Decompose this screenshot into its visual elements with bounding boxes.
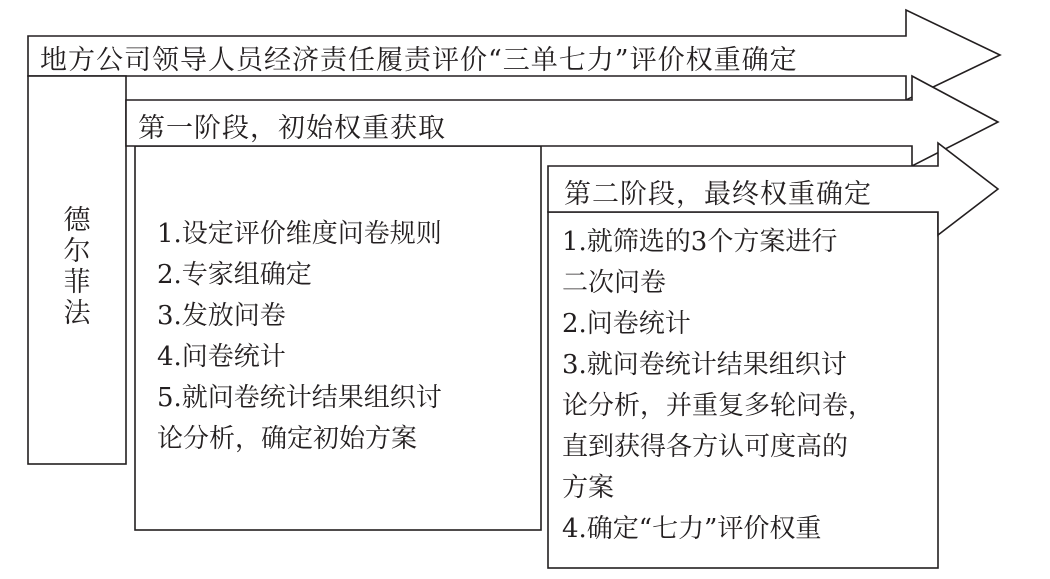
list-item: 2.专家组确定 (157, 260, 312, 290)
list-item: 方案 (562, 473, 615, 503)
header-arrow-label: 地方公司领导人员经济责任履责评价“三单七力”评价权重确定 (40, 45, 798, 76)
stage1-steps (157, 214, 442, 460)
stage1-label: 第一阶段，初始权重获取 (138, 113, 446, 144)
stage2-label: 第二阶段，最终权重确定 (564, 179, 872, 210)
list-item: 直到获得各方认可度高的 (562, 432, 849, 462)
list-item: 论分析，确定初始方案 (157, 424, 418, 454)
list-item: 4.问卷统计 (157, 342, 286, 372)
list-item: 1.就筛选的3个方案进行 (562, 227, 838, 257)
list-item: 1.设定评价维度问卷规则 (157, 219, 442, 249)
list-item: 3.发放问卷 (157, 301, 286, 331)
method-char: 菲 (63, 267, 91, 298)
list-item: 3.就问卷统计结果组织讨 (562, 350, 847, 380)
method-char: 法 (63, 298, 91, 329)
method-char: 尔 (63, 236, 91, 267)
list-item: 5.就问卷统计结果组织讨 (157, 383, 442, 413)
list-item: 4.确定“七力”评价权重 (562, 514, 822, 544)
method-char: 德 (63, 205, 91, 236)
stage2-steps (562, 222, 874, 550)
list-item: 论分析，并重复多轮问卷， (562, 391, 875, 421)
list-item: 2.问卷统计 (562, 309, 691, 339)
list-item: 二次问卷 (562, 268, 667, 298)
method-label (57, 205, 97, 329)
